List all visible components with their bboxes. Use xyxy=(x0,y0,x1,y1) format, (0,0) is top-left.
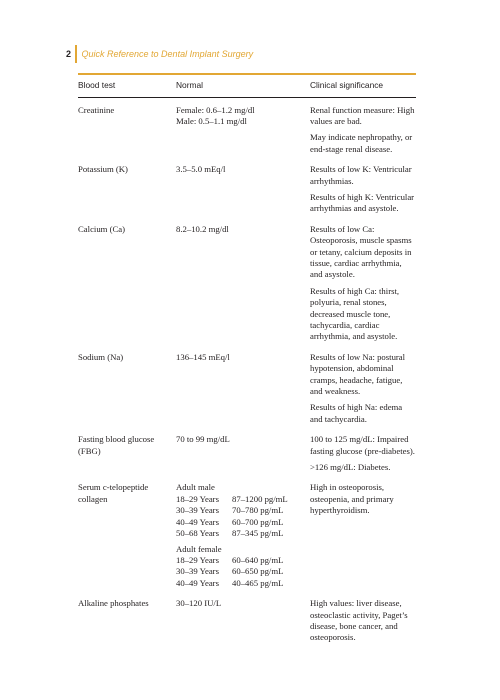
table-header-row xyxy=(78,75,416,97)
test-name: Sodium (Na) xyxy=(78,351,124,362)
running-header xyxy=(66,43,253,65)
normal-value: 70 to 99 mg/dL xyxy=(176,434,230,445)
normal-value: 3.5–5.0 mEq/l xyxy=(176,164,226,175)
table-row-calcium xyxy=(78,224,416,352)
age-range: 40–49 Years xyxy=(176,516,219,527)
significance-text: May indicate nephropathy, or end-stage renal disease. xyxy=(310,132,413,154)
significance-text: Results of low K: Ventricular arrhythmias. xyxy=(310,164,412,186)
table-row-sodium xyxy=(78,352,416,434)
blood-test-table xyxy=(78,73,416,653)
group-label: Adult male xyxy=(176,482,215,493)
table-row-serum-c-telopeptide xyxy=(78,482,416,598)
significance-text: High values: liver disease, osteoclastic activity, Paget’s disease, bone cancer, and osteoporosis. xyxy=(310,598,408,643)
table-row-fasting-blood-glucose xyxy=(78,434,416,482)
header-divider xyxy=(75,45,77,63)
age-range-row xyxy=(176,494,310,505)
age-range-row xyxy=(176,505,310,516)
normal-value: Male: 0.5–1.1 mg/dl xyxy=(176,115,247,126)
significance-text: Results of high Na: edema and tachycardia. xyxy=(310,402,403,424)
range-group-adult-male xyxy=(176,482,310,539)
age-range: 30–39 Years xyxy=(176,566,219,577)
normal-value: 8.2–10.2 mg/dl xyxy=(176,223,229,234)
normal-value: 30–120 IU/L xyxy=(176,598,222,609)
significance-text: High in osteoporosis, osteopenia, and primary hyperthyroidism. xyxy=(310,482,394,516)
column-header-normal: Normal xyxy=(176,79,203,90)
significance-text: Renal function measure: High values are bad. xyxy=(310,104,415,126)
significance-text: Results of high K: Ventricular arrhythmias and asystole. xyxy=(310,191,415,214)
age-range: 50–68 Years xyxy=(176,528,219,539)
test-name: Calcium (Ca) xyxy=(78,223,126,234)
table-row-potassium xyxy=(78,164,416,224)
test-name: Alkaline phosphates xyxy=(78,598,149,609)
normal-value: 136–145 mEq/l xyxy=(176,351,230,362)
table-body xyxy=(78,98,416,653)
age-range: 40–49 Years xyxy=(176,577,219,588)
age-range-row xyxy=(176,555,310,566)
column-header-blood-test: Blood test xyxy=(78,79,116,90)
range-value: 60–640 pg/mL xyxy=(232,554,284,565)
significance-text: Results of low Ca: Osteoporosis, muscle spasms or tetany, calcium deposits in tissue, cardiac arrhythmia, and asystole. xyxy=(310,223,412,280)
range-value: 60–700 pg/mL xyxy=(232,516,284,527)
range-group-adult-female xyxy=(176,544,310,590)
age-range-row xyxy=(176,566,310,577)
test-name: Potassium (K) xyxy=(78,164,128,175)
age-range: 18–29 Years xyxy=(176,554,219,565)
significance-text: Results of low Na: postural hypotension, abdominal cramps, headache, fatigue, and weakness. xyxy=(310,351,406,397)
group-label: Adult female xyxy=(176,543,222,554)
normal-value: Female: 0.6–1.2 mg/dl xyxy=(176,104,255,115)
age-range: 30–39 Years xyxy=(176,505,219,516)
age-range-row xyxy=(176,528,310,539)
test-name: Serum c-telopeptide collagen xyxy=(78,482,149,504)
range-value: 70–780 pg/mL xyxy=(232,505,284,516)
table-row-alkaline-phosphates xyxy=(78,598,416,653)
range-value: 60–650 pg/mL xyxy=(232,566,284,577)
test-name: Fasting blood glucose (FBG) xyxy=(78,434,155,456)
test-name: Creatinine xyxy=(78,104,115,115)
range-value: 87–1200 pg/mL xyxy=(232,493,288,504)
range-value: 87–345 pg/mL xyxy=(232,528,284,539)
significance-text: Results of high Ca: thirst, polyuria, renal stones, decreased muscle tone, tachycardia, cardiac arrhythmia, and asystole. xyxy=(310,285,400,342)
range-value: 40–465 pg/mL xyxy=(232,577,284,588)
running-title: Quick Reference to Dental Implant Surgery xyxy=(81,49,254,59)
page-number: 2 xyxy=(66,49,72,59)
age-range-row xyxy=(176,578,310,589)
significance-text: 100 to 125 mg/dL: Impaired fasting glucose (pre-diabetes). xyxy=(310,434,415,456)
age-range: 18–29 Years xyxy=(176,493,219,504)
table-row-creatinine xyxy=(78,98,416,165)
column-header-clinical-significance: Clinical significance xyxy=(310,79,384,90)
age-range-row xyxy=(176,517,310,528)
significance-text: >126 mg/dL: Diabetes. xyxy=(310,462,391,473)
